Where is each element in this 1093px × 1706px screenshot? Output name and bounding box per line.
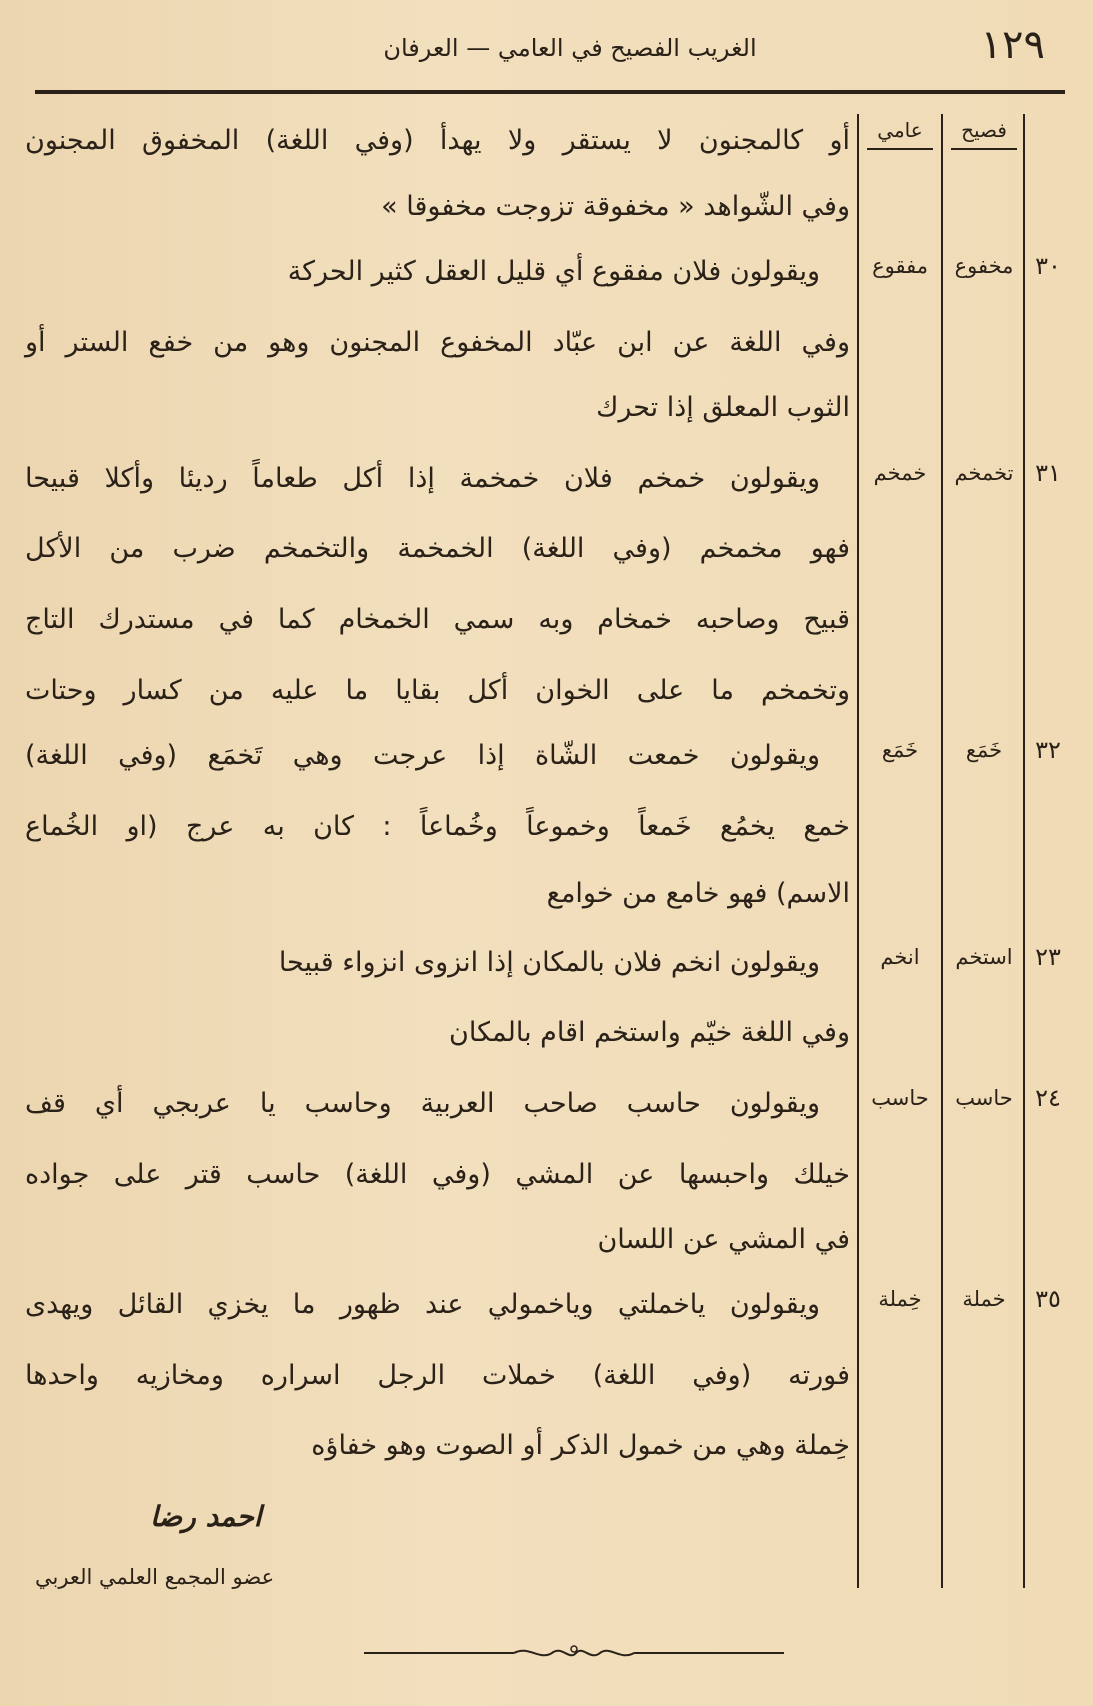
text-line: الاسم) فهو خامع من خوامع — [546, 878, 850, 909]
column-header-ammi — [859, 118, 941, 150]
entry-number: ٣١ — [1035, 459, 1061, 487]
column-header-ammi-label: عامي — [867, 118, 932, 150]
entry-fasih: مخفوع — [954, 254, 1014, 278]
text-line: ويقولون حاسب صاحب العربية وحاسب يا عربجي أي قف — [25, 1088, 820, 1119]
column-divider-ammi — [857, 114, 859, 1588]
entry-ammi: مفقوع — [872, 254, 928, 278]
entry-fasih: خَمَع — [965, 738, 1003, 762]
entry-number: ٣٥ — [1035, 1285, 1061, 1313]
column-header-fasih-label: فصيح — [951, 118, 1017, 150]
text-line: وتخمخم ما على الخوان أكل بقايا ما عليه من كسار وحتات — [25, 675, 850, 706]
text-line: وفي اللغة عن ابن عبّاد المخفوع المجنون وهو من خفع الستر أو — [25, 327, 850, 358]
entry-number: ٢٣ — [1035, 943, 1061, 971]
entry-number: ٢٤ — [1035, 1084, 1061, 1112]
ornament-divider — [364, 1640, 784, 1666]
text-line: أو كالمجنون لا يستقر ولا يهدأ (وفي اللغة) المخفوق المجنون — [25, 125, 850, 156]
text-line: خمع يخمُع خَمعاً وخموعاً وخُماعاً : كان به عرج (او الخُماع — [25, 811, 850, 842]
entry-ammi: حاسب — [871, 1086, 929, 1110]
header-rule — [35, 90, 1065, 94]
entry-ammi: انخم — [880, 945, 920, 969]
text-line: في المشي عن اللسان — [597, 1224, 850, 1255]
running-title: الغريب الفصيح في العامي — العرفان — [383, 34, 757, 62]
entry-ammi: خَمَع — [881, 738, 919, 762]
text-line: خيلك واحبسها عن المشي (وفي اللغة) حاسب قتر على جواده — [25, 1159, 850, 1190]
text-line: فورته (وفي اللغة) خملات الرجل اسراره ومخازيه واحدها — [25, 1360, 850, 1391]
entry-number: ٣٢ — [1035, 736, 1061, 764]
column-divider-number — [1023, 114, 1025, 1588]
text-line: ويقولون انخم فلان بالمكان إذا انزوى انزواء قبيحا — [278, 947, 820, 978]
entry-fasih: تخمخم — [954, 461, 1014, 485]
author-affiliation: عضو المجمع العلمي العربي — [35, 1565, 275, 1589]
text-line: وفي اللغة خيّم واستخم اقام بالمكان — [449, 1017, 850, 1048]
text-line: قبيح وصاحبه خمخام وبه سمي الخمخام كما في مستدرك التاج — [25, 604, 850, 635]
entry-number: ٣٠ — [1035, 252, 1061, 280]
text-line: وفي الشّواهد « مخفوقة تزوجت مخفوقا » — [381, 191, 850, 222]
text-line: ويقولون فلان مفقوع أي قليل العقل كثير الحركة — [287, 256, 820, 287]
entry-fasih: استخم — [955, 945, 1013, 969]
text-line: ويقولون ياخملتي وياخمولي عند ظهور ما يخزي القائل ويهدى — [25, 1289, 820, 1320]
column-header-fasih — [944, 118, 1024, 150]
text-line: الثوب المعلق إذا تحرك — [596, 392, 850, 423]
page-number: ١٢٩ — [980, 22, 1045, 68]
entry-ammi: خِملة — [878, 1287, 922, 1311]
entry-ammi: خمخم — [873, 461, 927, 485]
entry-fasih: حاسب — [955, 1086, 1013, 1110]
text-line: فهو مخمخم (وفي اللغة) الخمخمة والتخمخم ضرب من الأكل — [25, 533, 850, 564]
entry-fasih: خملة — [962, 1287, 1006, 1311]
text-line: ويقولون خمعت الشّاة إذا عرجت وهي تَخمَع (وفي اللغة) — [25, 740, 820, 771]
author-signature: احمد رضا — [150, 1500, 262, 1533]
text-line: خِملة وهي من خمول الذكر أو الصوت وهو خفاؤه — [311, 1430, 850, 1461]
text-line: ويقولون خمخم فلان خمخمة إذا أكل طعاماً رديئا وأكلا قبيحا — [25, 463, 820, 494]
column-divider-fasih — [941, 114, 943, 1588]
